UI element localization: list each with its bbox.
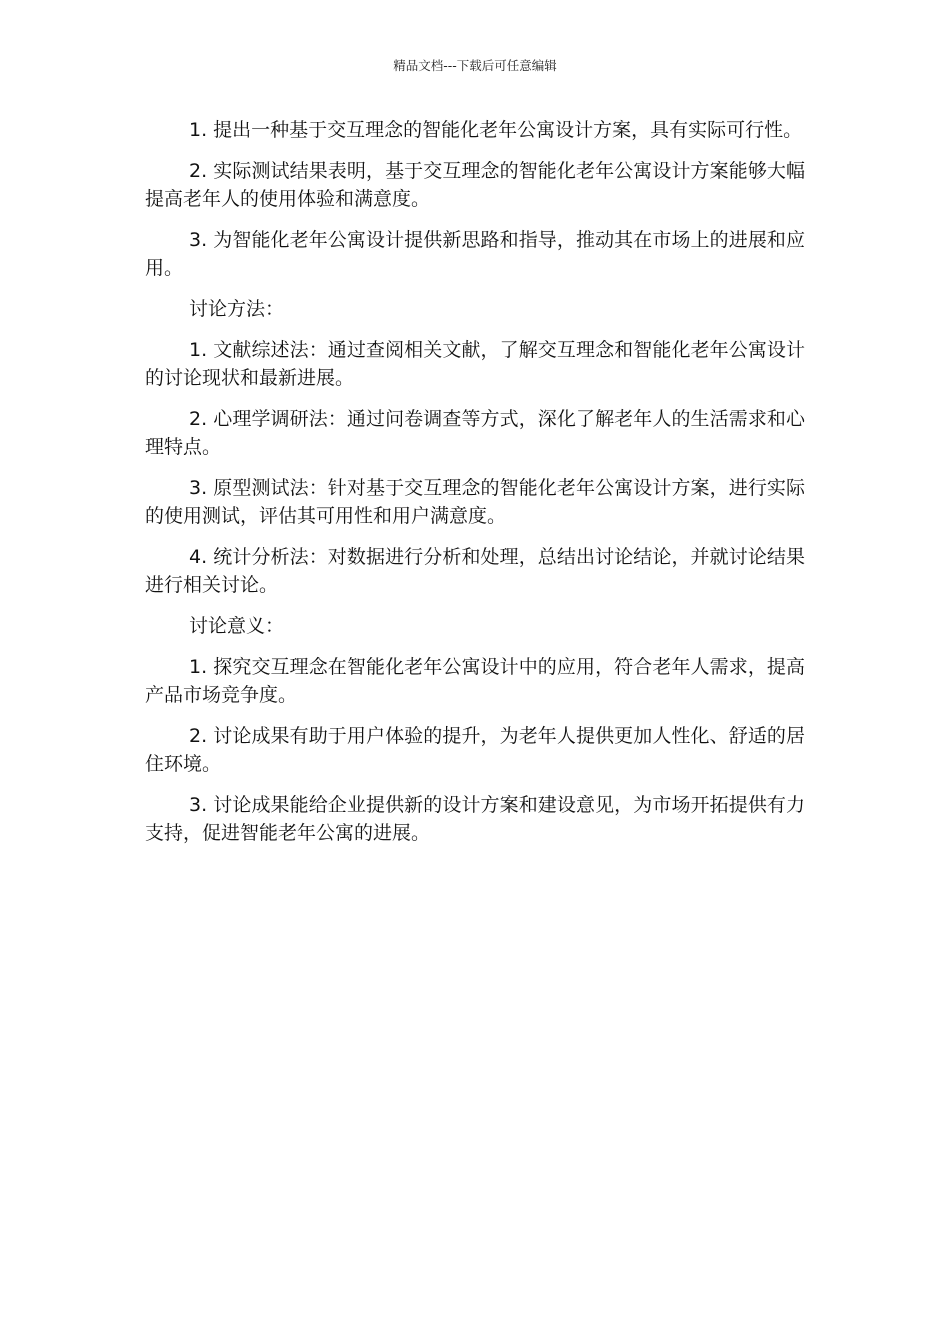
document-body — [145, 116, 805, 860]
page-header: 精品文档---下载后可任意编辑 — [393, 58, 557, 73]
paragraph-outcome-3: 3. 为智能化老年公寓设计提供新思路和指导，推动其在市场上的进展和应用。 — [145, 229, 805, 279]
paragraph-significance-2: 2. 讨论成果有助于用户体验的提升，为老年人提供更加人性化、舒适的居住环境。 — [145, 725, 805, 775]
paragraph-method-4: 4. 统计分析法：对数据进行分析和处理，总结出讨论结论，并就讨论结果进行相关讨论。 — [145, 546, 805, 596]
section-heading-methods: 讨论方法： — [189, 298, 285, 320]
paragraph-method-1: 1. 文献综述法：通过查阅相关文献，了解交互理念和智能化老年公寓设计的讨论现状和最新进展。 — [145, 339, 805, 389]
paragraph-significance-1: 1. 探究交互理念在智能化老年公寓设计中的应用，符合老年人需求，提高产品市场竞争度。 — [145, 656, 805, 706]
section-heading-significance: 讨论意义： — [189, 615, 285, 637]
paragraph-method-2: 2. 心理学调研法：通过问卷调查等方式，深化了解老年人的生活需求和心理特点。 — [145, 408, 805, 458]
paragraph-outcome-1: 1. 提出一种基于交互理念的智能化老年公寓设计方案，具有实际可行性。 — [189, 119, 803, 141]
paragraph-outcome-2: 2. 实际测试结果表明，基于交互理念的智能化老年公寓设计方案能够大幅提高老年人的使用体验和满意度。 — [145, 160, 805, 210]
paragraph-method-3: 3. 原型测试法：针对基于交互理念的智能化老年公寓设计方案，进行实际的使用测试，评估其可用性和用户满意度。 — [145, 477, 805, 527]
paragraph-significance-3: 3. 讨论成果能给企业提供新的设计方案和建设意见，为市场开拓提供有力支持，促进智能老年公寓的进展。 — [145, 794, 805, 844]
